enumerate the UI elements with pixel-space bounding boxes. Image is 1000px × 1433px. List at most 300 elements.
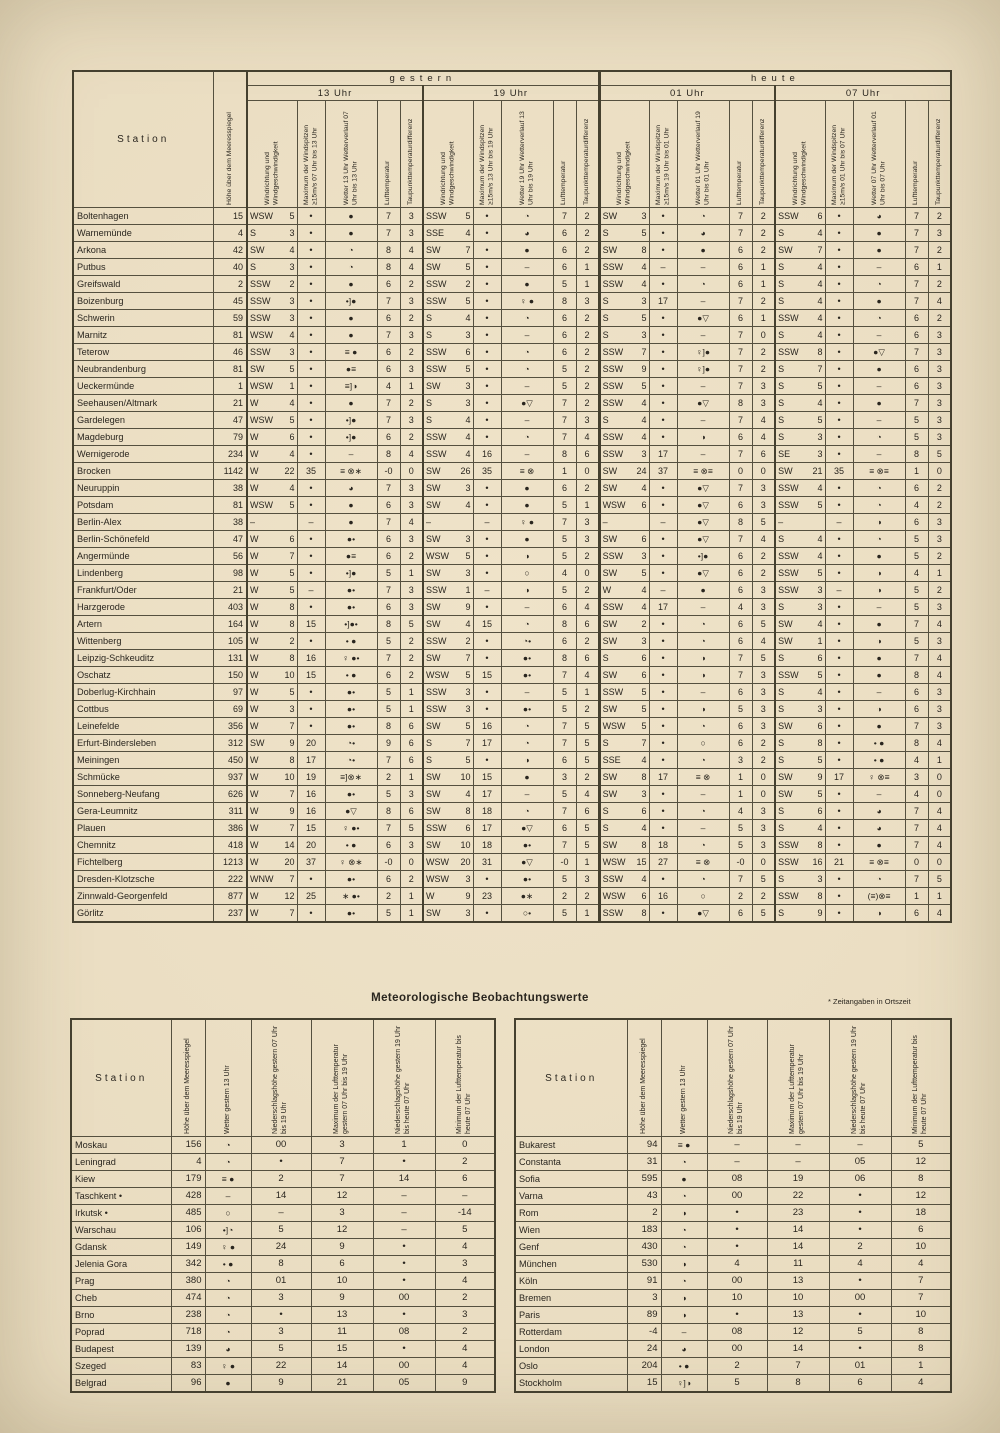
wind-speed: 5 [641, 313, 647, 323]
wind-value [601, 327, 649, 343]
weather-cell: ● [325, 276, 377, 293]
wind-value [601, 616, 649, 632]
temperature-cell: -0 [377, 463, 400, 480]
wind-value [776, 633, 825, 649]
dewpoint-diff-cell: 2 [576, 208, 599, 225]
gust-max-cell: • [297, 599, 325, 616]
dewpoint-diff-cell: 6 [576, 803, 599, 820]
gust-max-cell: • [649, 531, 677, 548]
height-cell: 356 [213, 718, 247, 735]
gust-max-cell: • [825, 225, 853, 242]
table-row [71, 1154, 495, 1171]
temperature-cell: 7 [377, 582, 400, 599]
wind-speed: 10 [284, 670, 295, 680]
height-cell: 21 [213, 582, 247, 599]
dewpoint-diff-cell: 5 [576, 735, 599, 752]
dewpoint-diff-cell: 1 [576, 684, 599, 701]
wind-direction: SW [426, 908, 441, 918]
weather-cell: ◔ [853, 871, 905, 888]
temperature-cell: 7 [377, 327, 400, 344]
wind-speed: 8 [289, 653, 295, 663]
gust-max-cell: 19 [297, 769, 325, 786]
temperature-cell: 2 [377, 769, 400, 786]
dewpoint-diff-cell: 5 [576, 752, 599, 769]
wind-value [776, 259, 825, 275]
wind-cell [247, 327, 297, 344]
wind-direction: W [250, 806, 259, 816]
weather-cell: – [677, 446, 729, 463]
wind-direction: – [426, 517, 432, 527]
wind-cell [423, 225, 473, 242]
weather-cell: ◔ [325, 242, 377, 259]
gust-max-cell: • [473, 242, 501, 259]
wind-cell [775, 837, 825, 854]
gust-max-cell: • [473, 548, 501, 565]
wind-cell [775, 854, 825, 871]
table-row [73, 684, 951, 701]
weather-cell: – [677, 684, 729, 701]
wind-value [776, 531, 825, 547]
wind-value [248, 480, 297, 496]
wind-value [248, 684, 297, 700]
wind-value [424, 667, 473, 683]
weather-cell: ●• [325, 684, 377, 701]
table-row [73, 633, 951, 650]
dewpoint-diff-cell: 0 [400, 854, 423, 871]
dewpoint-diff-cell: 2 [576, 395, 599, 412]
wind-speed: 24 [636, 466, 647, 476]
wind-direction: W [250, 670, 259, 680]
obs-tmin-cell: 4 [891, 1256, 951, 1273]
weather-cell: ●• [501, 837, 553, 854]
wind-value [424, 565, 473, 581]
wind-direction: SW [426, 466, 441, 476]
wind-direction: S [426, 330, 433, 340]
obs-weather-cell: ◑ [661, 1290, 707, 1307]
obs-tmin-cell: 5 [891, 1137, 951, 1154]
wind-direction: SW [426, 534, 441, 544]
gust-max-cell: • [825, 599, 853, 616]
wind-cell [247, 463, 297, 480]
wind-value [601, 786, 649, 802]
weather-cell: •]●• [325, 616, 377, 633]
gust-max-cell: • [297, 208, 325, 225]
wind-cell [247, 412, 297, 429]
obs-precip-day-cell: 08 [707, 1171, 767, 1188]
wind-value [248, 905, 297, 921]
column-header-label: Lufttemperatur [384, 160, 392, 205]
obs-tmin-cell: 4 [891, 1375, 951, 1393]
temperature-cell: 8 [377, 803, 400, 820]
wind-speed: 5 [641, 228, 647, 238]
gust-max-cell: • [825, 242, 853, 259]
wind-speed: 3 [817, 874, 823, 884]
wind-cell [599, 565, 649, 582]
temperature-cell: -0 [729, 854, 752, 871]
dewpoint-diff-cell: 2 [752, 344, 775, 361]
wind-cell [775, 871, 825, 888]
weather-cell: ●▽ [677, 514, 729, 531]
gust-max-cell: • [649, 803, 677, 820]
gust-max-cell: • [297, 684, 325, 701]
temperature-cell: 1 [729, 786, 752, 803]
temperature-cell: 7 [729, 361, 752, 378]
obs-tmax-cell: 7 [767, 1358, 829, 1375]
dewpoint-diff-cell: 4 [576, 786, 599, 803]
wind-cell [775, 531, 825, 548]
wind-direction: S [778, 398, 785, 408]
table-row [73, 225, 951, 242]
wind-direction: SW [426, 772, 441, 782]
wind-value [776, 905, 825, 921]
wind-value [601, 820, 649, 836]
weather-cell: ◑ [501, 582, 553, 599]
wind-direction: W [250, 398, 259, 408]
table-row [73, 446, 951, 463]
wind-speed: 6 [465, 347, 471, 357]
wind-speed: 5 [465, 551, 471, 561]
wind-value [776, 803, 825, 819]
table-row [73, 208, 951, 225]
weather-cell: ◔ [501, 718, 553, 735]
weather-cell: ◕ [853, 820, 905, 837]
dewpoint-diff-cell: 6 [400, 718, 423, 735]
dewpoint-diff-cell: 2 [928, 582, 951, 599]
obs-tmax-cell: 21 [311, 1375, 373, 1393]
table-row [515, 1239, 951, 1256]
dewpoint-diff-cell: 3 [928, 684, 951, 701]
height-cell: 47 [213, 412, 247, 429]
obs-station-cell: München [515, 1256, 627, 1273]
weather-cell: ●• [325, 701, 377, 718]
dewpoint-diff-cell: 3 [928, 344, 951, 361]
height-cell: 56 [213, 548, 247, 565]
dewpoint-diff-cell: 1 [400, 565, 423, 582]
temperature-cell: 7 [905, 803, 928, 820]
table-row [71, 1290, 495, 1307]
gust-max-cell: • [649, 548, 677, 565]
wind-direction: SW [602, 211, 618, 221]
obs-tmax-cell: 7 [311, 1171, 373, 1188]
column-header-label: Lufttemperatur [560, 160, 568, 205]
dewpoint-diff-cell: 6 [576, 446, 599, 463]
day-group-header: gestern [247, 71, 599, 86]
wind-cell [247, 548, 297, 565]
gust-max-cell: • [473, 871, 501, 888]
wind-cell [423, 803, 473, 820]
wind-value [601, 735, 649, 751]
gust-max-cell: • [825, 837, 853, 854]
obs-tmin-cell: 4 [435, 1341, 495, 1358]
gust-max-cell: • [473, 225, 501, 242]
wind-direction: SSW [778, 347, 799, 357]
wind-value [601, 480, 649, 496]
height-cell: 45 [213, 293, 247, 310]
height-cell: 222 [213, 871, 247, 888]
height-column-header [171, 1019, 205, 1137]
obs-tmax-cell: 10 [767, 1290, 829, 1307]
wind-cell [247, 565, 297, 582]
wind-direction: SSW [250, 296, 271, 306]
weather-cell: – [501, 446, 553, 463]
wind-cell [599, 888, 649, 905]
obs-precip-day-cell: 4 [707, 1256, 767, 1273]
wind-direction: SSW [426, 364, 447, 374]
gust-max-cell: • [473, 208, 501, 225]
wind-speed: 3 [289, 296, 295, 306]
obs-tmax-cell: 12 [767, 1324, 829, 1341]
wind-cell [423, 565, 473, 582]
wind-value [424, 752, 473, 768]
station-cell: Meiningen [73, 752, 213, 769]
obs-station-cell: Poprad [71, 1324, 171, 1341]
dewpoint-diff-cell: 2 [400, 276, 423, 293]
wind-speed: 8 [289, 755, 295, 765]
temperature-cell: 7 [905, 718, 928, 735]
dewpoint-diff-cell: 0 [752, 769, 775, 786]
column-header [905, 101, 928, 208]
column-header-label: Wetter 01 Uhr Wetterverlauf 19 Uhr bis 01 Uhr [694, 111, 711, 205]
obs-tmax-cell: 23 [767, 1205, 829, 1222]
table-row [73, 514, 951, 531]
dewpoint-diff-cell: 3 [400, 497, 423, 514]
gust-max-cell: – [297, 514, 325, 531]
temperature-cell: 6 [905, 480, 928, 497]
dewpoint-diff-cell: 2 [400, 650, 423, 667]
gust-max-cell: • [297, 344, 325, 361]
station-cell: Teterow [73, 344, 213, 361]
temperature-cell: 5 [377, 905, 400, 923]
weather-cell: ●▽ [501, 820, 553, 837]
station-cell: Arkona [73, 242, 213, 259]
wind-value [248, 633, 297, 649]
wind-value [776, 293, 825, 309]
obs-height-cell: 4 [171, 1154, 205, 1171]
wind-value [776, 616, 825, 632]
wind-speed: 7 [465, 653, 471, 663]
height-column-header [627, 1019, 661, 1137]
wind-direction: SW [426, 840, 441, 850]
obs-precip-night-cell: • [373, 1239, 435, 1256]
obs-left-body [71, 1137, 495, 1393]
weather-cell: – [501, 327, 553, 344]
gust-max-cell: • [297, 633, 325, 650]
gust-max-cell: • [825, 701, 853, 718]
gust-max-cell: • [649, 905, 677, 923]
gust-max-cell: 23 [473, 888, 501, 905]
temperature-cell: 5 [553, 582, 576, 599]
dewpoint-diff-cell: 6 [400, 803, 423, 820]
wind-cell [247, 735, 297, 752]
wind-value [776, 242, 825, 258]
gust-max-cell: 15 [297, 820, 325, 837]
wind-cell [247, 361, 297, 378]
wind-value [424, 854, 473, 870]
weather-cell: ◔ [501, 616, 553, 633]
table-row [73, 701, 951, 718]
dewpoint-diff-cell: 2 [400, 633, 423, 650]
weather-cell: ≡ ⊗ [677, 854, 729, 871]
wind-speed: 5 [817, 568, 823, 578]
wind-direction: WSW [602, 891, 626, 901]
wind-speed: 3 [641, 296, 647, 306]
gust-max-cell: • [473, 259, 501, 276]
obs-precip-night-cell: 5 [829, 1324, 891, 1341]
wind-speed: 8 [289, 602, 295, 612]
obs-precip-night-cell: 14 [373, 1171, 435, 1188]
obs-weather-cell: ♀]◑ [661, 1375, 707, 1393]
height-cell: 42 [213, 242, 247, 259]
obs-station-cell: Paris [515, 1307, 627, 1324]
dewpoint-diff-cell: 5 [928, 871, 951, 888]
obs-footnote: * Zeitangaben in Ortszeit [828, 997, 911, 1006]
obs-height-cell: 718 [171, 1324, 205, 1341]
wind-cell [599, 633, 649, 650]
wind-speed: 8 [289, 619, 295, 629]
wind-cell [423, 786, 473, 803]
temperature-cell: 8 [729, 395, 752, 412]
wind-speed: 4 [641, 874, 647, 884]
table-row [71, 1205, 495, 1222]
temperature-cell: 6 [553, 820, 576, 837]
wind-speed: 3 [289, 262, 295, 272]
wind-cell [247, 803, 297, 820]
wind-direction: SSW [426, 296, 447, 306]
weather-cell: ◔ [325, 259, 377, 276]
wind-cell [423, 769, 473, 786]
gust-max-cell: • [649, 327, 677, 344]
obs-precip-night-cell: • [373, 1154, 435, 1171]
obs-height-cell: 3 [627, 1290, 661, 1307]
dewpoint-diff-cell: 5 [576, 837, 599, 854]
obs-tmax-cell: 15 [311, 1341, 373, 1358]
wind-value [424, 803, 473, 819]
wind-value [248, 327, 297, 343]
wind-speed: 7 [289, 789, 295, 799]
wind-direction: S [778, 228, 785, 238]
wind-cell [775, 582, 825, 599]
wind-direction: SSW [426, 347, 447, 357]
gust-max-cell: – [825, 514, 853, 531]
wind-cell [599, 225, 649, 242]
temperature-cell: 5 [553, 701, 576, 718]
wind-speed: 4 [641, 585, 647, 595]
international-observations-table-left [70, 1018, 496, 1393]
dewpoint-diff-cell: 2 [928, 208, 951, 225]
temperature-cell: 7 [729, 344, 752, 361]
wind-direction: SSW [602, 602, 624, 612]
wind-direction: SW [426, 483, 441, 493]
wind-speed: 6 [465, 823, 471, 833]
dewpoint-diff-cell: 3 [752, 497, 775, 514]
table-row [73, 293, 951, 310]
dewpoint-diff-cell: 4 [928, 820, 951, 837]
wind-speed: 4 [817, 398, 823, 408]
gust-max-cell: • [825, 871, 853, 888]
wind-speed: 7 [641, 347, 647, 357]
wind-cell [775, 888, 825, 905]
wind-speed: 2 [465, 636, 471, 646]
weather-cell: • ● [853, 752, 905, 769]
wind-value [248, 463, 297, 479]
dewpoint-diff-cell: 3 [400, 837, 423, 854]
obs-height-cell: 94 [627, 1137, 661, 1154]
gust-max-cell: • [825, 667, 853, 684]
wind-cell [775, 718, 825, 735]
wind-value [776, 752, 825, 768]
gust-max-cell: • [297, 548, 325, 565]
weather-cell: •]● [325, 429, 377, 446]
gust-max-cell: 15 [297, 616, 325, 633]
table-row [73, 395, 951, 412]
obs-precip-day-cell: 3 [251, 1324, 311, 1341]
column-header [775, 101, 825, 208]
wind-cell [247, 718, 297, 735]
temperature-cell: 6 [729, 616, 752, 633]
obs-left-head [71, 1019, 495, 1137]
wind-value [601, 752, 649, 768]
temperature-cell: 6 [905, 361, 928, 378]
obs-weather-cell: • ● [661, 1358, 707, 1375]
wind-direction: SSW [778, 891, 799, 901]
weather-cell: ● [853, 667, 905, 684]
gust-max-cell: • [297, 497, 325, 514]
wind-direction: SSW [778, 568, 799, 578]
weather-cell: ●• [501, 667, 553, 684]
international-observations-table-right [514, 1018, 952, 1393]
obs-station-cell: Szeged [71, 1358, 171, 1375]
gust-max-cell: 15 [473, 667, 501, 684]
obs-precip-day-cell: • [707, 1205, 767, 1222]
wind-cell [775, 344, 825, 361]
temperature-cell: 7 [377, 293, 400, 310]
temperature-cell: 3 [729, 752, 752, 769]
dewpoint-diff-cell: 1 [928, 888, 951, 905]
column-header [297, 101, 325, 208]
dewpoint-diff-cell: 2 [752, 361, 775, 378]
weather-cell: – [501, 378, 553, 395]
obs-tmax-cell: 19 [767, 1171, 829, 1188]
wind-direction: SSW [778, 585, 799, 595]
weather-cell: ●▽ [501, 395, 553, 412]
temperature-cell: 6 [553, 242, 576, 259]
wind-value [424, 616, 473, 632]
wind-cell [599, 650, 649, 667]
wind-cell [599, 276, 649, 293]
temperature-cell: 6 [729, 242, 752, 259]
wind-direction: S [778, 330, 785, 340]
gust-max-cell: • [297, 242, 325, 259]
weather-cell: • ● [325, 667, 377, 684]
weather-cell: – [853, 446, 905, 463]
temperature-cell: 7 [377, 514, 400, 531]
station-cell: Artern [73, 616, 213, 633]
gust-max-cell: • [649, 616, 677, 633]
wind-speed: 3 [289, 704, 295, 714]
wind-speed: 4 [289, 483, 295, 493]
gust-max-cell: • [649, 684, 677, 701]
gust-max-cell: 17 [649, 446, 677, 463]
wind-cell [423, 208, 473, 225]
height-cell: 131 [213, 650, 247, 667]
temperature-cell: 5 [553, 361, 576, 378]
wind-direction: WSW [250, 381, 273, 391]
obs-weather-cell: ◔ [661, 1154, 707, 1171]
gust-max-cell: • [649, 208, 677, 225]
wind-direction: S [426, 398, 433, 408]
obs-weather-cell: ◔ [205, 1273, 251, 1290]
height-cell: 312 [213, 735, 247, 752]
